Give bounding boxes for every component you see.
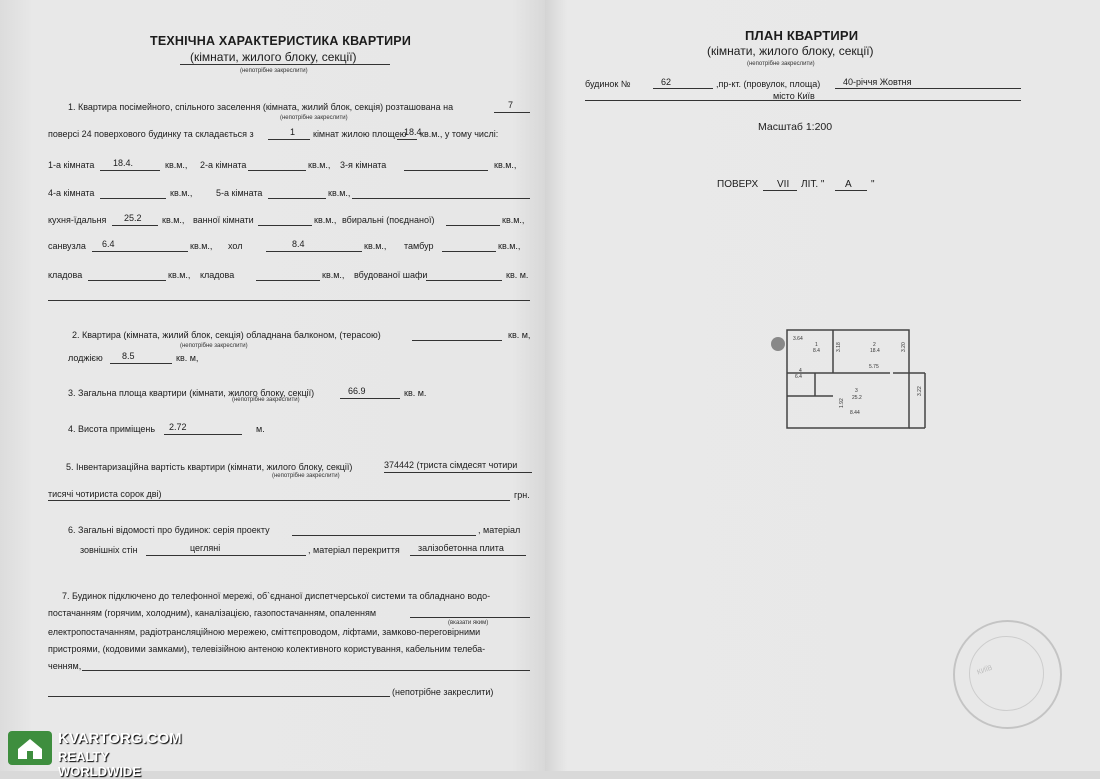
p2-sqm: кв. м, bbox=[508, 330, 531, 340]
kitchen-value: 25.2 bbox=[124, 213, 142, 223]
loggia-unit: кв. м, bbox=[176, 353, 199, 363]
punch-hole bbox=[771, 337, 785, 351]
p5-line2: тисячі чотириста сорок дві) bbox=[48, 489, 162, 499]
p7-line1: 7. Будинок підключено до телефонної мережі, об`єднаної диспетчерської системи та обладнано водо- bbox=[62, 591, 491, 601]
building-label: будинок № bbox=[585, 79, 631, 89]
p7-line5: ченням, bbox=[48, 661, 82, 671]
p6-ceiling-label: , матеріал перекриття bbox=[308, 545, 400, 555]
lit-value: А bbox=[845, 179, 852, 190]
wc-label: вбиральні (поєднаної) bbox=[342, 215, 435, 225]
p7-note: (вказати яким) bbox=[448, 620, 489, 626]
scale: Масштаб 1:200 bbox=[758, 121, 833, 133]
stamp bbox=[953, 620, 1062, 729]
sqm-9: кв.м., bbox=[190, 241, 213, 251]
wardrobe-label: вбудованої шафи bbox=[354, 270, 428, 280]
p1-living-area: 18.4 bbox=[404, 127, 422, 137]
p5-note: (непотрібне закреслити) bbox=[272, 473, 340, 479]
p4-unit: м. bbox=[256, 424, 265, 434]
sqm-1: кв.м., bbox=[165, 160, 188, 170]
loggia-label: лоджією bbox=[68, 353, 103, 363]
sqm-4: кв.м., bbox=[170, 188, 193, 198]
sqm-2: кв.м., bbox=[308, 160, 331, 170]
p3-value: 66.9 bbox=[348, 386, 366, 396]
tambur-label: тамбур bbox=[404, 241, 434, 251]
sqm-3: кв.м., bbox=[494, 160, 517, 170]
left-title: ТЕХНІЧНА ХАРАКТЕРИСТИКА КВАРТИРИ bbox=[150, 34, 412, 48]
p5-unit: грн. bbox=[514, 490, 530, 500]
plan-d2: 3.18 bbox=[836, 342, 842, 352]
lit-label: ЛІТ. " bbox=[801, 179, 825, 190]
plan-r4: 4 bbox=[799, 368, 802, 374]
p5-text: 5. Інвентаризаційна вартість квартири (кімнати, жилого блоку, секції) bbox=[66, 462, 353, 472]
room2-label: 2-а кімната bbox=[200, 160, 247, 170]
plan-r2: 2 bbox=[873, 342, 876, 348]
kitchen-label: кухня-їдальня bbox=[48, 215, 107, 225]
left-page bbox=[0, 0, 545, 779]
sqm-11: кв.м., bbox=[498, 241, 521, 251]
plan-d6: 3.22 bbox=[917, 386, 923, 396]
stamp-text: КИЇВ bbox=[976, 664, 994, 677]
p1-rooms: 1 bbox=[290, 127, 296, 137]
p1-line2b: кімнат жилою площею bbox=[313, 129, 407, 139]
left-note: (непотрібне закреслити) bbox=[240, 68, 308, 74]
sqm-12: кв.м., bbox=[168, 270, 191, 280]
p6-material-label: , матеріал bbox=[478, 525, 521, 535]
plan-r4a: 6.4 bbox=[795, 374, 802, 380]
p6-ceiling: залізобетонна плита bbox=[418, 543, 504, 553]
sqm-10: кв.м., bbox=[364, 241, 387, 251]
p4-text: 4. Висота приміщень bbox=[68, 424, 156, 434]
room1-value: 18.4. bbox=[113, 158, 134, 168]
storage2-label: кладова bbox=[200, 270, 235, 280]
city: місто Київ bbox=[773, 91, 815, 101]
plan-r1: 1 bbox=[815, 342, 818, 348]
plan-d4: 5.75 bbox=[869, 364, 879, 370]
loggia-value: 8.5 bbox=[122, 351, 135, 361]
p6-text: 6. Загальні відомості про будинок: серія проекту bbox=[68, 525, 270, 535]
street-name: 40-річчя Жовтня bbox=[843, 77, 912, 87]
hall-value: 8.4 bbox=[292, 239, 305, 249]
plan-d7: 8.44 bbox=[850, 410, 860, 416]
right-page bbox=[545, 0, 1100, 771]
room1-label: 1-а кімната bbox=[48, 160, 95, 170]
sanuzel-value: 6.4 bbox=[102, 239, 115, 249]
sqm-13: кв.м., bbox=[322, 270, 345, 280]
p6-walls-label: зовнішніх стін bbox=[80, 545, 138, 555]
p1-note: (непотрібне закреслити) bbox=[280, 115, 348, 121]
sqm-8: кв.м., bbox=[502, 215, 525, 225]
p6-walls: цегляні bbox=[190, 543, 221, 553]
p1-floor: 7 bbox=[508, 100, 514, 110]
plan-r2a: 18.4 bbox=[870, 348, 880, 354]
plan-d1: 3.64 bbox=[793, 336, 803, 342]
room3-label: 3-я кімната bbox=[340, 160, 387, 170]
hall-label: хол bbox=[228, 241, 243, 251]
sanuzel-label: санвузла bbox=[48, 241, 86, 251]
plan-r1a: 8.4 bbox=[813, 348, 820, 354]
lit-quote: " bbox=[871, 179, 875, 190]
room5-label: 5-а кімната bbox=[216, 188, 263, 198]
right-title: ПЛАН КВАРТИРИ bbox=[745, 28, 859, 43]
p1-line2c: кв.м., у тому числі: bbox=[420, 129, 499, 139]
p2-note: (непотрібне закреслити) bbox=[180, 343, 248, 349]
sqm-6: кв.м., bbox=[162, 215, 185, 225]
floor-plan bbox=[785, 328, 940, 430]
plan-d5: 1.92 bbox=[839, 398, 845, 408]
p1-line2a: поверсі 24 поверхового будинку та складається з bbox=[48, 129, 254, 139]
plan-d3: 3.20 bbox=[901, 342, 907, 352]
p7-line2: постачанням (горячим, холодним), каналізацією, газопостачанням, опаленням bbox=[48, 608, 377, 618]
plan-r3: 3 bbox=[855, 388, 858, 394]
right-note: (непотрібне закреслити) bbox=[747, 61, 815, 67]
left-subtitle: (кімнати, жилого блоку, секції) bbox=[190, 50, 357, 64]
watermark-title: KVARTORG.COM bbox=[58, 730, 182, 747]
watermark bbox=[6, 728, 186, 779]
street-label: ,пр-кт. (провулок, площа) bbox=[716, 79, 821, 89]
floor-label: ПОВЕРХ bbox=[717, 179, 759, 190]
p7-end-note: (непотрібне закреслити) bbox=[392, 687, 494, 697]
sqm-m: кв. м. bbox=[506, 270, 529, 280]
storage-label: кладова bbox=[48, 270, 83, 280]
floor-value: VII bbox=[777, 179, 790, 190]
p3-text: 3. Загальна площа квартири (кімнати, жилого блоку, секції) bbox=[68, 388, 315, 398]
room4-label: 4-а кімната bbox=[48, 188, 95, 198]
p2-text: 2. Квартира (кімната, жилий блок, секція) обладнана балконом, (терасою) bbox=[72, 330, 381, 340]
bath-label: ванної кімнати bbox=[193, 215, 254, 225]
p3-unit: кв. м. bbox=[404, 388, 427, 398]
p7-line3: електропостачанням, радіотрансляційною мережею, сміттєпроводом, ліфтами, замково-переговірними bbox=[48, 627, 481, 637]
plan-r3a: 25.2 bbox=[852, 395, 862, 401]
sqm-7: кв.м., bbox=[314, 215, 337, 225]
watermark-subtitle: REALTY WORLDWIDE bbox=[58, 749, 142, 779]
p5-value: 374442 (триста сімдесят чотири bbox=[384, 460, 518, 470]
house-folder-icon bbox=[8, 731, 52, 765]
p4-value: 2.72 bbox=[169, 422, 187, 432]
sqm-5: кв.м., bbox=[328, 188, 351, 198]
p3-note: (непотрібне закреслити) bbox=[232, 397, 300, 403]
right-subtitle: (кімнати, жилого блоку, секції) bbox=[707, 44, 874, 58]
p1-prefix: 1. Квартира посімейного, спільного заселення (кімната, жилий блок, секція) розташована на bbox=[68, 102, 454, 112]
building-number: 62 bbox=[661, 77, 672, 87]
p7-line4: пристроями, (кодовими замками), телевізійною антеною колективного користування, кабельним телеба- bbox=[48, 644, 486, 654]
